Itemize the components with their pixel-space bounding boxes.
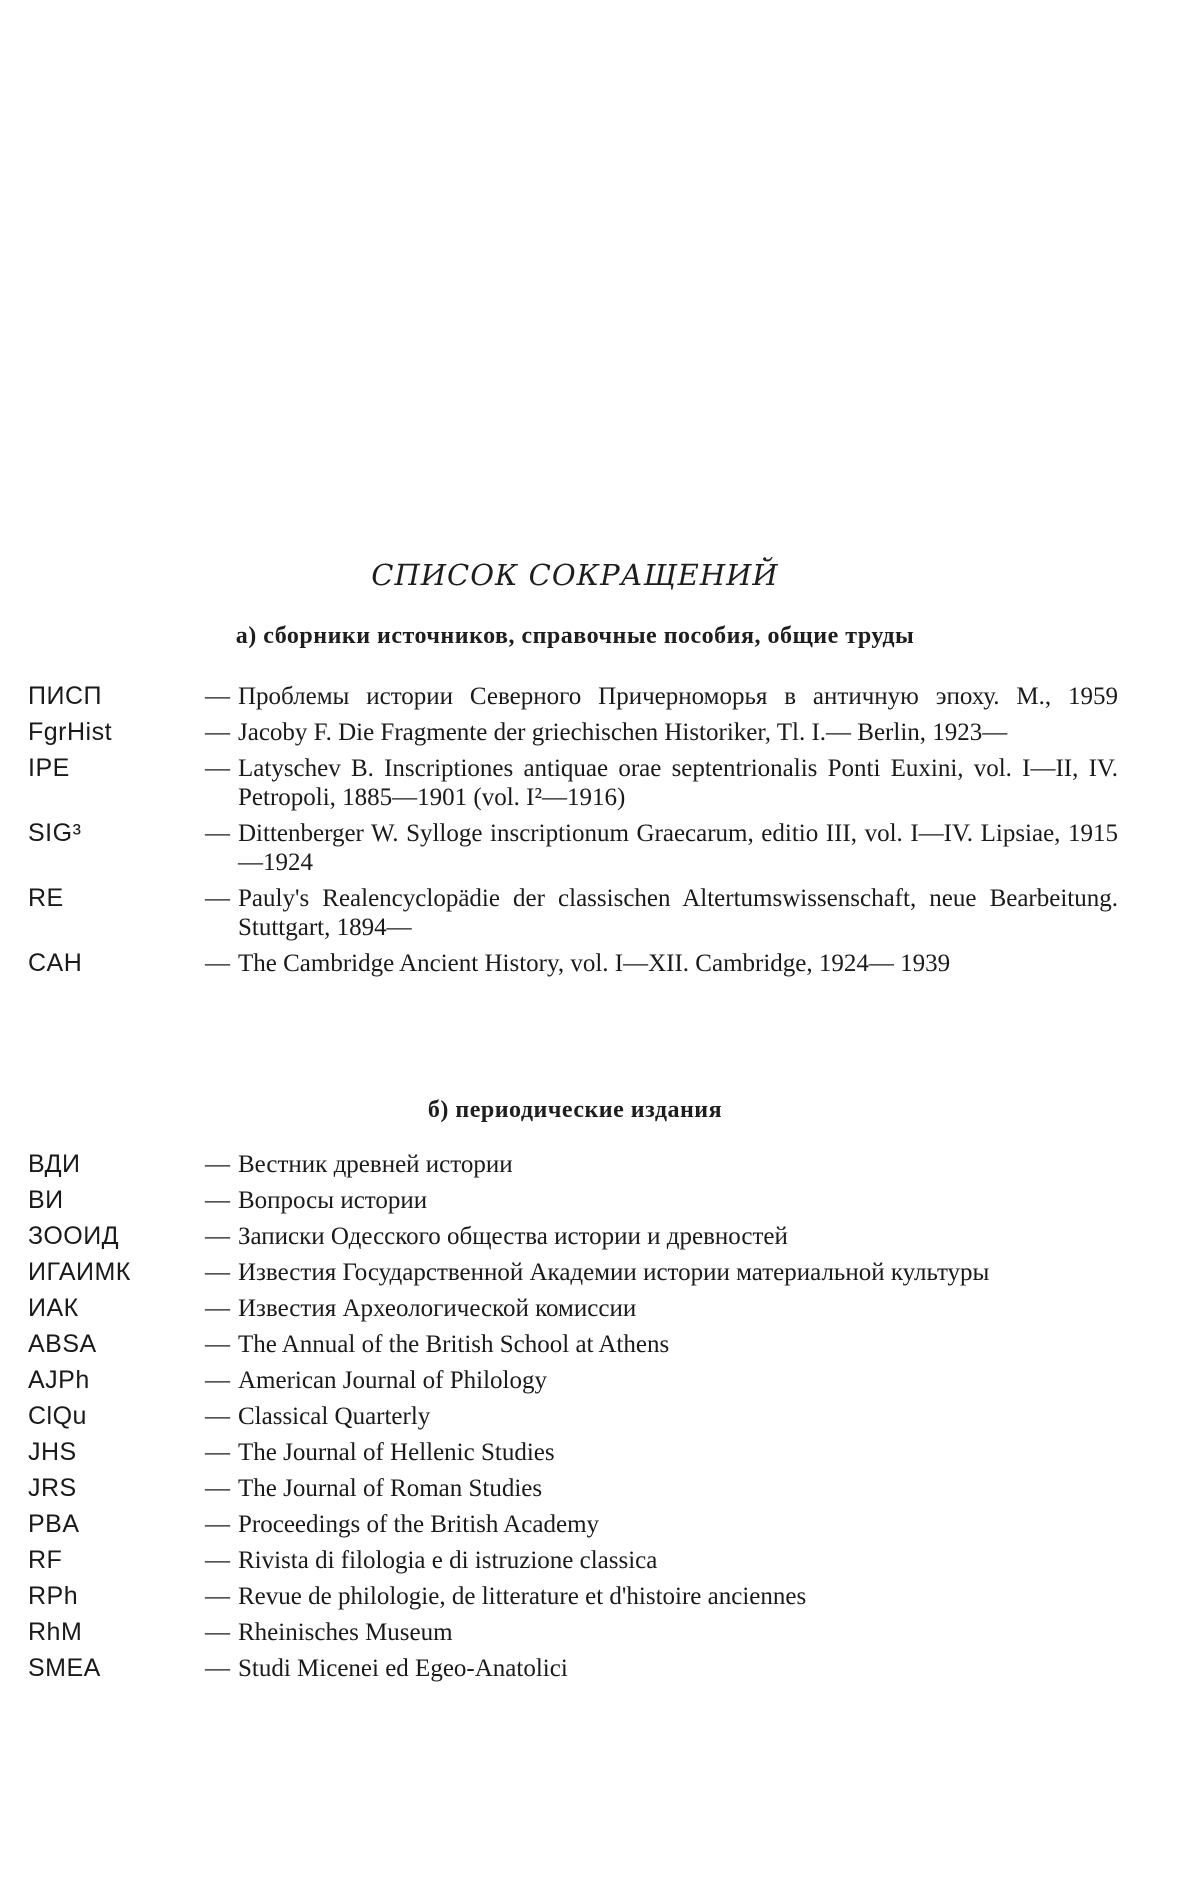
abbreviation-entry: [28, 1618, 1118, 1647]
abbreviation-term: IPE: [28, 754, 70, 782]
abbreviation-term: RE: [28, 884, 64, 912]
abbreviation-entry: [28, 1546, 1118, 1575]
abbreviation-definition: Classical Quarterly: [238, 1403, 431, 1430]
abbreviation-definition: Rivista di filologia e di istruzione classica: [238, 1547, 658, 1574]
abbreviation-term: AJPh: [28, 1366, 90, 1394]
abbreviation-term: PBA: [28, 1510, 80, 1538]
abbreviation-term: SMEA: [28, 1654, 101, 1682]
abbreviation-entry: [28, 682, 1118, 711]
entry-dash: —: [205, 1511, 230, 1538]
abbreviation-term: SIG³: [28, 819, 82, 847]
entry-dash: —: [205, 1655, 230, 1682]
abbreviation-definition: Pauly's Realencyclopädie der classischen Altertumswissenschaft, neue Bearbeitung. Stuttgart, 1894—: [238, 885, 1118, 941]
abbreviation-definition: Proceedings of the British Academy: [238, 1511, 600, 1538]
entry-dash: —: [205, 755, 230, 782]
abbreviation-definition: Проблемы истории Северного Причерноморья в античную эпоху. М., 1959: [238, 683, 1118, 710]
abbreviation-definition: Studi Micenei ed Egeo-Anatolici: [238, 1655, 568, 1682]
section-heading-sources: а) сборники источников, справочные пособия, общие труды: [235, 623, 915, 649]
entry-dash: —: [205, 950, 230, 977]
abbreviation-entry: [28, 1474, 1118, 1503]
abbreviation-entry: [28, 754, 1118, 812]
abbreviation-term: ЗООИД: [28, 1222, 120, 1250]
abbreviation-list-periodicals: [28, 1150, 1118, 1690]
abbreviation-definition: Dittenberger W. Sylloge inscriptionum Graecarum, editio III, vol. I—IV. Lipsiae, 1915—1924: [238, 820, 1118, 876]
entry-dash: —: [205, 1583, 230, 1610]
abbreviation-term: FgrHist: [28, 718, 113, 746]
abbreviation-definition: Известия Археологической комиссии: [238, 1295, 637, 1322]
abbreviation-term: ABSA: [28, 1330, 97, 1358]
abbreviation-term: RPh: [28, 1582, 79, 1610]
abbreviation-term: JHS: [28, 1438, 77, 1466]
abbreviation-entry: [28, 1510, 1118, 1539]
abbreviation-entry: [28, 1654, 1118, 1683]
abbreviation-definition: The Journal of Hellenic Studies: [238, 1439, 555, 1466]
entry-dash: —: [205, 1151, 230, 1178]
abbreviation-term: ИГАИМК: [28, 1258, 131, 1286]
abbreviation-entry: [28, 718, 1118, 747]
entry-dash: —: [205, 1223, 230, 1250]
abbreviation-term: ПИСП: [28, 682, 102, 710]
abbreviation-entry: [28, 949, 1118, 978]
abbreviation-definition: Известия Государственной Академии истории материальной культуры: [238, 1259, 990, 1286]
abbreviation-entry: [28, 1186, 1118, 1215]
abbreviation-entry: [28, 1330, 1118, 1359]
abbreviation-entry: [28, 1438, 1118, 1467]
abbreviation-entry: [28, 1402, 1118, 1431]
entry-dash: —: [205, 885, 230, 912]
abbreviation-definition: American Journal of Philology: [238, 1367, 547, 1394]
entry-dash: —: [205, 1547, 230, 1574]
entry-dash: —: [205, 1331, 230, 1358]
entry-dash: —: [205, 1403, 230, 1430]
abbreviation-definition: Вопросы истории: [238, 1187, 428, 1214]
abbreviation-definition: Latyschev B. Inscriptiones antiquae orae septentrionalis Ponti Euxini, vol. I—II, IV. Petropoli, 1885—1901 (vol. I²—1916): [238, 755, 1118, 811]
entry-dash: —: [205, 1475, 230, 1502]
abbreviation-term: CAH: [28, 949, 83, 977]
entry-dash: —: [205, 1439, 230, 1466]
page-title: СПИСОК СОКРАЩЕНИЙ: [371, 558, 779, 592]
abbreviation-list-sources: [28, 682, 1118, 985]
abbreviation-term: ClQu: [28, 1402, 87, 1430]
abbreviation-term: ВИ: [28, 1186, 64, 1214]
abbreviation-term: ИАК: [28, 1294, 79, 1322]
section-heading-periodicals: б) периодические издания: [427, 1097, 723, 1123]
abbreviation-entry: [28, 819, 1118, 877]
abbreviation-definition: Rheinisches Museum: [238, 1619, 453, 1646]
entry-dash: —: [205, 683, 230, 710]
abbreviation-term: ВДИ: [28, 1150, 81, 1178]
abbreviation-term: RhM: [28, 1618, 83, 1646]
abbreviation-definition: Revue de philologie, de litterature et d'histoire anciennes: [238, 1583, 807, 1610]
abbreviation-definition: The Annual of the British School at Athens: [238, 1331, 670, 1358]
abbreviation-term: JRS: [28, 1474, 77, 1502]
abbreviation-entry: [28, 1294, 1118, 1323]
abbreviation-entry: [28, 1582, 1118, 1611]
entry-dash: —: [205, 1187, 230, 1214]
abbreviation-definition: Записки Одесского общества истории и древностей: [238, 1223, 788, 1250]
entry-dash: —: [205, 1295, 230, 1322]
entry-dash: —: [205, 1259, 230, 1286]
abbreviation-entry: [28, 1150, 1118, 1179]
entry-dash: —: [205, 719, 230, 746]
abbreviation-definition: The Cambridge Ancient History, vol. I—XII. Cambridge, 1924— 1939: [238, 950, 951, 977]
abbreviation-entry: [28, 1258, 1118, 1287]
abbreviation-definition: Вестник древней истории: [238, 1151, 513, 1178]
abbreviation-entry: [28, 884, 1118, 942]
abbreviation-definition: Jacoby F. Die Fragmente der griechischen Historiker, Tl. I.— Berlin, 1923—: [238, 719, 1008, 746]
entry-dash: —: [205, 1619, 230, 1646]
abbreviation-definition: The Journal of Roman Studies: [238, 1475, 543, 1502]
entry-dash: —: [205, 1367, 230, 1394]
abbreviation-term: RF: [28, 1546, 63, 1574]
abbreviation-entry: [28, 1222, 1118, 1251]
abbreviation-entry: [28, 1366, 1118, 1395]
entry-dash: —: [205, 820, 230, 847]
